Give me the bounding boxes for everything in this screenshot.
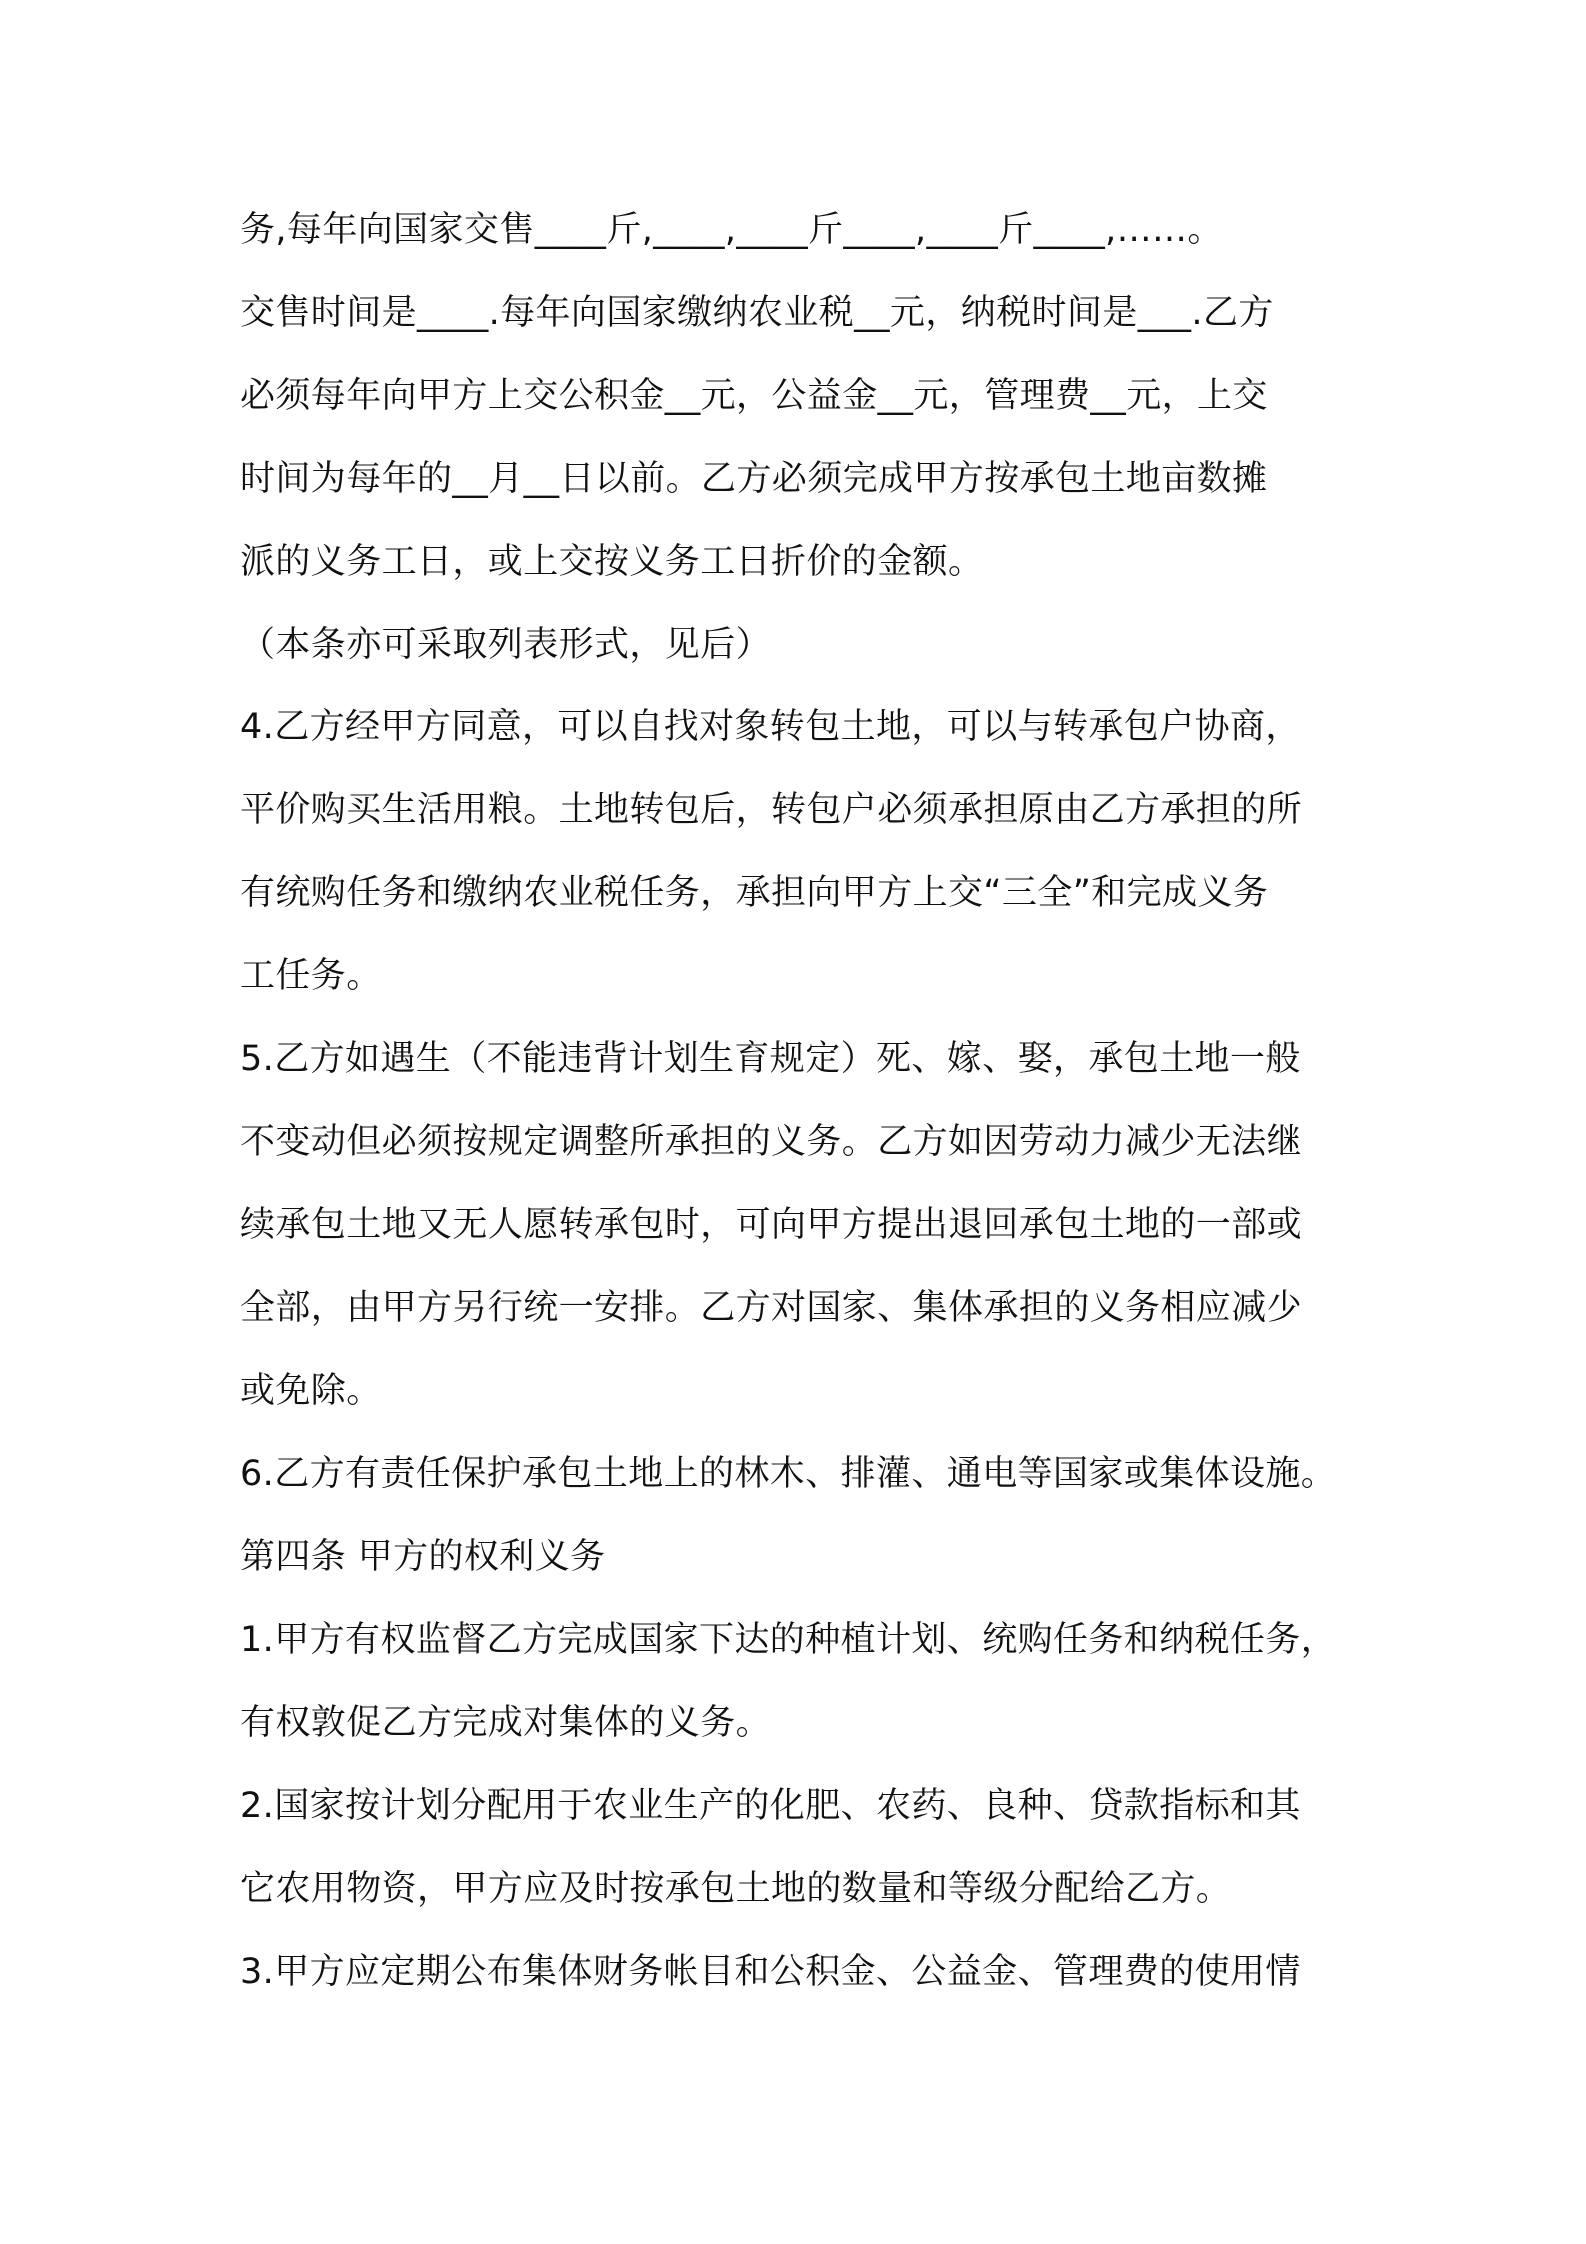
- text-line: 派的义务工日，或上交按义务工日折价的金额。: [240, 542, 984, 582]
- text-line: 时间为每年的__月__日以前。乙方必须完成甲方按承包土地亩数摊: [240, 459, 1268, 499]
- text-line: 务,每年向国家交售____斤,____,____斤____,____斤____,……。: [240, 210, 1223, 250]
- text-line: 5.乙方如遇生（不能违背计划生育规定）死、嫁、娶，承包土地一般: [240, 1039, 1301, 1079]
- text-line: 工任务。: [240, 956, 382, 996]
- text-line: 全部，由甲方另行统一安排。乙方对国家、集体承担的义务相应减少: [240, 1288, 1303, 1328]
- text-line: 续承包土地又无人愿转承包时，可向甲方提出退回承包土地的一部或: [240, 1205, 1303, 1245]
- text-line: （本条亦可采取列表形式，见后）: [240, 625, 772, 665]
- text-line: 4.乙方经甲方同意，可以自找对象转包土地，可以与转承包户协商，: [240, 707, 1301, 747]
- text-line: 有权敦促乙方完成对集体的义务。: [240, 1703, 772, 1743]
- text-line: 平价购买生活用粮。土地转包后，转包户必须承担原由乙方承担的所: [240, 790, 1303, 830]
- text-line: 必须每年向甲方上交公积金__元，公益金__元，管理费__元，上交: [240, 376, 1268, 416]
- text-line: 1.甲方有权监督乙方完成国家下达的种植计划、统购任务和纳税任务，: [240, 1620, 1337, 1660]
- text-line: 3.甲方应定期公布集体财务帐目和公积金、公益金、管理费的使用情: [240, 1952, 1301, 1992]
- text-line: 它农用物资，甲方应及时按承包土地的数量和等级分配给乙方。: [240, 1869, 1232, 1909]
- text-line: 6.乙方有责任保护承包土地上的林木、排灌、通电等国家或集体设施。: [240, 1454, 1337, 1494]
- text-line: 不变动但必须按规定调整所承担的义务。乙方如因劳动力减少无法继: [240, 1122, 1303, 1162]
- section-heading: 第四条 甲方的权利义务: [240, 1537, 606, 1577]
- text-line: 有统购任务和缴纳农业税任务，承担向甲方上交“三全”和完成义务: [240, 873, 1269, 913]
- text-line: 或免除。: [240, 1371, 382, 1411]
- text-line: 交售时间是____.每年向国家缴纳农业税__元，纳税时间是___.乙方: [240, 293, 1274, 333]
- text-line: 2.国家按计划分配用于农业生产的化肥、农药、良种、贷款指标和其: [240, 1786, 1301, 1826]
